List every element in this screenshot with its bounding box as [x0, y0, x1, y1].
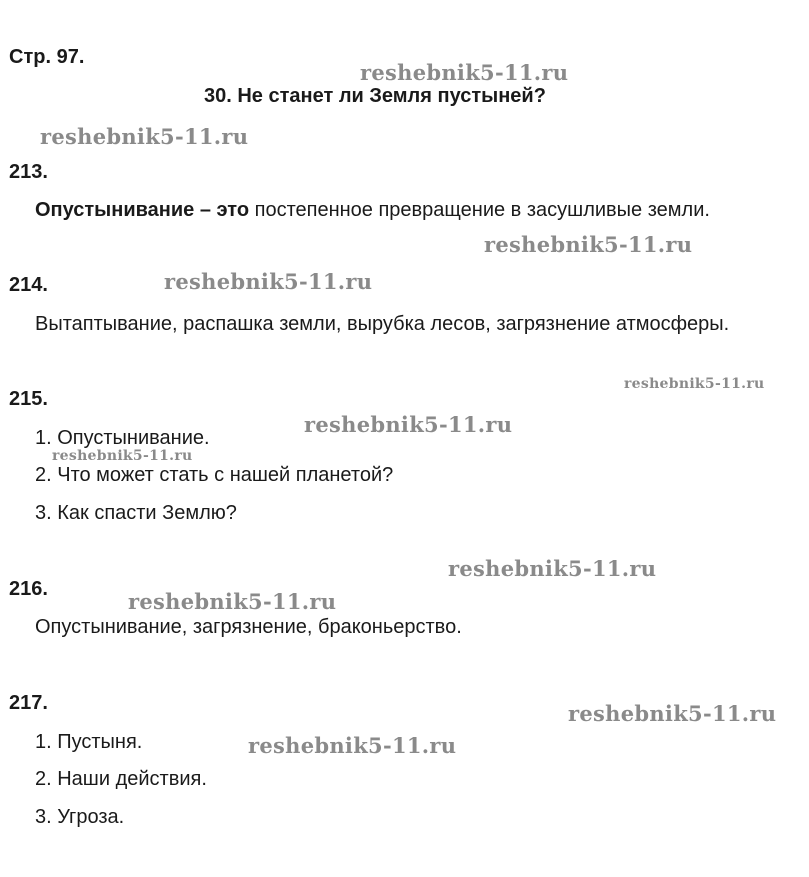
watermark: reshebnik5-11.ru: [128, 589, 337, 614]
answer-line: Вытаптывание, распашка земли, вырубка лесов, загрязнение атмосферы.: [35, 313, 730, 335]
watermark: reshebnik5-11.ru: [484, 232, 693, 257]
page-number: Стр. 97.: [9, 46, 85, 68]
task-number: 213.: [9, 161, 48, 183]
watermark: reshebnik5-11.ru: [568, 701, 777, 726]
answer-line: 2. Что может стать с нашей планетой?: [35, 464, 394, 486]
task-number: 217.: [9, 692, 48, 714]
answer-line: 2. Наши действия.: [35, 768, 207, 790]
watermark: reshebnik5-11.ru: [360, 60, 569, 85]
watermark: reshebnik5-11.ru: [248, 733, 457, 758]
watermark: reshebnik5-11.ru: [40, 124, 249, 149]
task-number: 215.: [9, 388, 48, 410]
watermark: reshebnik5-11.ru: [304, 412, 513, 437]
answer-line: 3. Угроза.: [35, 806, 125, 828]
answer-line: 3. Как спасти Землю?: [35, 502, 237, 524]
task-number: 216.: [9, 578, 48, 600]
definition-term: Опустынивание – это: [35, 199, 250, 221]
section-title: 30. Не станет ли Земля пустыней?: [204, 85, 546, 107]
answer-line: 1. Пустыня.: [35, 731, 143, 753]
definition-line: [35, 199, 710, 222]
watermark: reshebnik5-11.ru: [164, 269, 373, 294]
watermark: reshebnik5-11.ru: [624, 376, 765, 392]
watermark: reshebnik5-11.ru: [52, 448, 193, 464]
watermark: reshebnik5-11.ru: [448, 556, 657, 581]
task-number: 214.: [9, 274, 48, 296]
definition-text: постепенное превращение в засушливые земли.: [249, 199, 710, 221]
answer-line: 1. Опустынивание.: [35, 427, 210, 449]
answer-line: Опустынивание, загрязнение, браконьерство.: [35, 616, 462, 638]
